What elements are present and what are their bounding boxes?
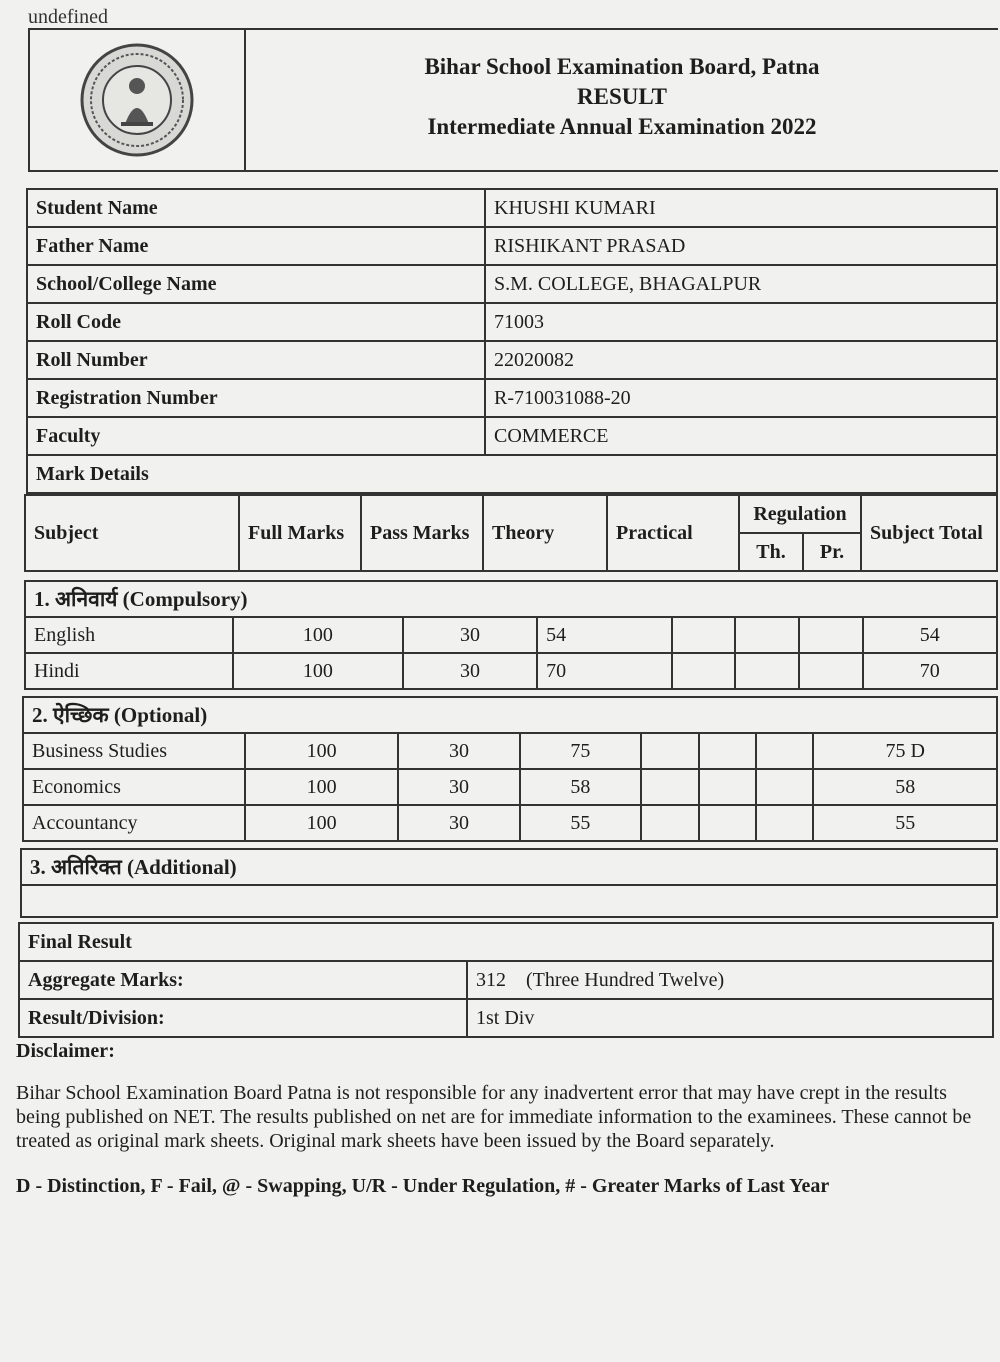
pass-marks: 30 <box>403 617 537 653</box>
full-marks: 100 <box>245 733 398 769</box>
info-label: Student Name <box>27 189 485 227</box>
subject-total: 55 <box>813 805 997 841</box>
logo-cell <box>30 30 246 170</box>
reg-pr <box>756 805 813 841</box>
header-titles <box>246 30 998 170</box>
aggregate-label: Aggregate Marks: <box>19 961 467 999</box>
pass-marks: 30 <box>398 733 519 769</box>
compulsory-table <box>24 580 998 690</box>
subject-name: Hindi <box>25 653 233 689</box>
mark-details-title: Mark Details <box>27 455 997 493</box>
info-label: Registration Number <box>27 379 485 417</box>
info-row <box>27 227 997 265</box>
info-value: S.M. COLLEGE, BHAGALPUR <box>485 265 997 303</box>
additional-table <box>20 848 998 918</box>
legend-text: D - Distinction, F - Fail, @ - Swapping, U/R - Under Regulation, # - Greater Marks of Last Year <box>16 1175 830 1197</box>
exam-name: Intermediate Annual Examination 2022 <box>427 114 817 139</box>
theory-marks: 75 <box>520 733 641 769</box>
reg-pr <box>799 653 863 689</box>
document-type: RESULT <box>577 84 667 109</box>
info-row <box>27 341 997 379</box>
info-row <box>27 379 997 417</box>
marks-header-table <box>24 494 998 572</box>
info-value: RISHIKANT PRASAD <box>485 227 997 265</box>
subject-total: 58 <box>813 769 997 805</box>
table-row <box>25 617 997 653</box>
table-row <box>23 769 997 805</box>
final-result-table <box>18 922 994 1038</box>
reg-th <box>699 805 756 841</box>
info-row <box>27 303 997 341</box>
pass-marks: 30 <box>398 769 519 805</box>
subject-name: Accountancy <box>23 805 245 841</box>
col-theory: Theory <box>483 495 607 571</box>
practical-marks <box>641 769 698 805</box>
theory-marks: 58 <box>520 769 641 805</box>
subject-total: 70 <box>863 653 997 689</box>
reg-th <box>735 617 799 653</box>
reg-pr <box>799 617 863 653</box>
subject-name: Economics <box>23 769 245 805</box>
info-row <box>27 189 997 227</box>
reg-pr <box>756 769 813 805</box>
theory-marks: 55 <box>520 805 641 841</box>
division-label: Result/Division: <box>19 999 467 1037</box>
section-title-optional: 2. ऐच्छिक (Optional) <box>23 697 997 733</box>
info-label: Father Name <box>27 227 485 265</box>
division-value: 1st Div <box>467 999 993 1037</box>
full-marks: 100 <box>233 653 403 689</box>
info-value: KHUSHI KUMARI <box>485 189 997 227</box>
subject-total: 75 D <box>813 733 997 769</box>
pass-marks: 30 <box>398 805 519 841</box>
info-label: Faculty <box>27 417 485 455</box>
info-value: 71003 <box>485 303 997 341</box>
reg-th <box>699 733 756 769</box>
info-value: 22020082 <box>485 341 997 379</box>
info-row <box>27 265 997 303</box>
col-regulation: Regulation <box>739 495 861 533</box>
board-seal-icon <box>79 42 195 158</box>
practical-marks <box>672 653 736 689</box>
subject-total: 54 <box>863 617 997 653</box>
info-value: COMMERCE <box>485 417 997 455</box>
col-subject: Subject <box>25 495 239 571</box>
student-info-table <box>26 188 998 494</box>
col-subject-total: Subject Total <box>861 495 997 571</box>
reg-th <box>735 653 799 689</box>
result-header <box>28 28 998 172</box>
practical-marks <box>672 617 736 653</box>
reg-pr <box>756 733 813 769</box>
col-full-marks: Full Marks <box>239 495 361 571</box>
result-sheet <box>16 28 998 1198</box>
col-pass-marks: Pass Marks <box>361 495 483 571</box>
col-practical: Practical <box>607 495 739 571</box>
practical-marks <box>641 805 698 841</box>
info-row <box>27 417 997 455</box>
full-marks: 100 <box>245 769 398 805</box>
section-title-additional: 3. अतिरिक्त (Additional) <box>21 849 997 885</box>
top-note: undefined <box>28 6 108 28</box>
table-row <box>25 653 997 689</box>
table-row <box>23 733 997 769</box>
disclaimer-title: Disclaimer: <box>16 1040 115 1062</box>
final-result-title: Final Result <box>19 923 993 961</box>
info-label: Roll Code <box>27 303 485 341</box>
subject-name: English <box>25 617 233 653</box>
optional-table <box>22 696 998 842</box>
board-name: Bihar School Examination Board, Patna <box>424 54 820 79</box>
full-marks: 100 <box>233 617 403 653</box>
theory-marks: 70 <box>537 653 671 689</box>
col-reg-pr: Pr. <box>803 533 861 571</box>
aggregate-value: 312 (Three Hundred Twelve) <box>467 961 993 999</box>
reg-th <box>699 769 756 805</box>
info-value: R-710031088-20 <box>485 379 997 417</box>
col-reg-th: Th. <box>739 533 803 571</box>
subject-name: Business Studies <box>23 733 245 769</box>
full-marks: 100 <box>245 805 398 841</box>
table-row <box>23 805 997 841</box>
empty-row <box>21 885 997 917</box>
disclaimer-text: Bihar School Examination Board Patna is not responsible for any inadvertent error that may have crept in the results being published on NET. The results published on net are for immediate information to the examinees. These cannot be treated as original mark sheets. Original mark sheets have been issued by the Board separately. <box>16 1082 972 1152</box>
info-label: School/College Name <box>27 265 485 303</box>
pass-marks: 30 <box>403 653 537 689</box>
theory-marks: 54 <box>537 617 671 653</box>
section-title-compulsory: 1. अनिवार्य (Compulsory) <box>25 581 997 617</box>
info-label: Roll Number <box>27 341 485 379</box>
practical-marks <box>641 733 698 769</box>
